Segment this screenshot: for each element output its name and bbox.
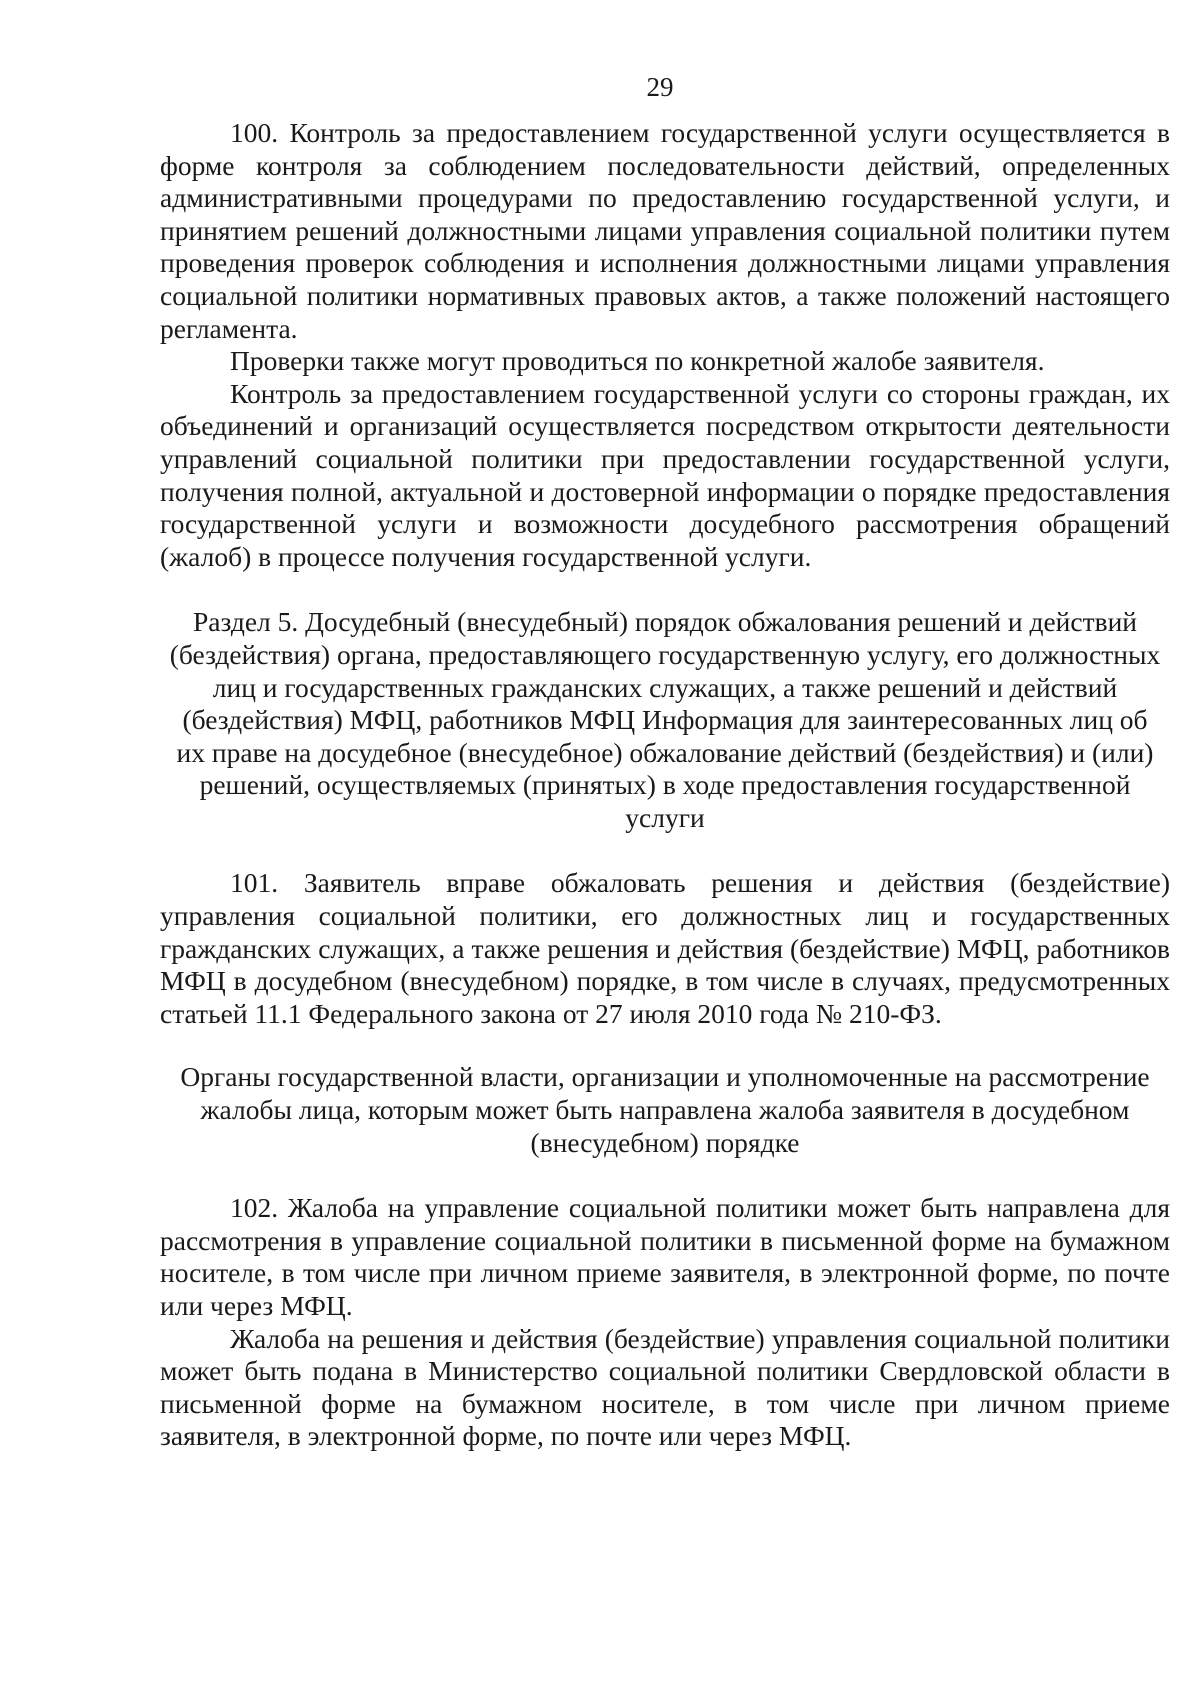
paragraph-checks: Проверки также могут проводиться по конкретной жалобе заявителя. [230,345,1045,377]
paragraph-101: 101. Заявитель вправе обжаловать решения и действия (бездействие) управления социальной политики, его должностных лиц и государственных гражданских служащих, а также решения и действия (бездействие) МФЦ, работников МФЦ в досудебном (внесудебном) порядке, в том числе в случаях, предусмотренных статьей 11.1 Федерального закона от 27 июля 2010 года № 210-ФЗ. [160,867,1170,1029]
paragraph-complaint-ministry: Жалоба на решения и действия (бездействие) управления социальной политики может быть подана в Министерство социальной политики Свердловской области в письменной форме на бумажном носителе, в том числе при личном приеме заявителя, в электронной форме, по почте или через МФЦ. [160,1322,1170,1452]
authorities-heading: Органы государственной власти, организации и уполномоченные на рассмотрение жалобы лица, которым может быть направлена жалоба заявителя в досудебном (внесудебном) порядке [180,1061,1150,1158]
paragraph-100: 100. Контроль за предоставлением государственной услуги осуществляется в форме контроля за соблюдением последовательности действий, определенных административными процедурами по предоставлению государственной услуги, и принятием решений должностными лицами управления социальной политики путем проведения проверок соблюдения и исполнения должностными лицами управления социальной политики нормативных правовых актов, а также положений настоящего регламента. [160,117,1170,344]
paragraph-102: 102. Жалоба на управление социальной политики может быть направлена для рассмотрения в управление социальной политики в письменной форме на бумажном носителе, в том числе при личном приеме заявителя, в электронной форме, по почте или через МФЦ. [160,1192,1170,1321]
section-5-heading: Раздел 5. Досудебный (внесудебный) порядок обжалования решений и действий (бездействия) органа, предоставляющего государственную услугу, его должностных лиц и государственных гражданских служащих, а также решений и действий (бездействия) МФЦ, работников МФЦ Информация для заинтересованных лиц об их праве на досудебное (внесудебное) обжалование действий (бездействия) и (или) решений, осуществляемых (принятых) в ходе предоставления государственной услуги [169,606,1161,833]
document-body [160,117,1170,1453]
page-number: 29 [646,72,674,102]
paragraph-public-control: Контроль за предоставлением государственной услуги со стороны граждан, их объединений и организаций осуществляется посредством открытости деятельности управлений социальной политики при предоставлении государственной услуги, получения полной, актуальной и достоверной информации о порядке предоставления государственной услуги и возможности досудебного рассмотрения обращений (жалоб) в процессе получения государственной услуги. [160,377,1170,572]
